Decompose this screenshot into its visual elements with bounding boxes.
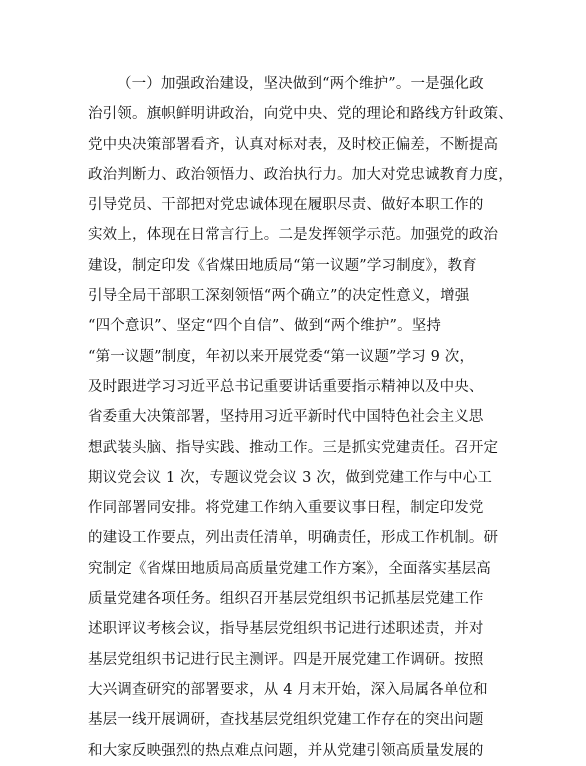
paragraph-line: 想武装头脑、指导实践、推动工作。三是抓实党建责任。召开定 xyxy=(88,439,499,456)
paragraph-line: 建设，制定印发《省煤田地质局“第一议题”学习制度》，教育 xyxy=(88,257,477,274)
paragraph-line: 政治判断力、政治领悟力、政治执行力。加大对党忠诚教育力度， xyxy=(88,166,513,183)
paragraph-line: 大兴调查研究的部署要求，从 4 月末开始，深入局属各单位和 xyxy=(88,681,488,698)
paragraph-line: 引导全局干部职工深刻领悟“两个确立”的决定性意义，增强 xyxy=(88,288,470,305)
paragraph-line: 的建设工作要点，列出责任清单，明确责任，形成工作机制。研 xyxy=(88,530,499,547)
paragraph-line: 省委重大决策部署，坚持用习近平新时代中国特色社会主义思 xyxy=(88,409,484,426)
paragraph-line: 党中央决策部署看齐，认真对标对表，及时校正偏差，不断提高 xyxy=(88,136,499,153)
paragraph-line: 基层一线开展调研，查找基层党组织党建工作存在的突出问题 xyxy=(88,712,484,729)
paragraph-line: 及时跟进学习习近平总书记重要讲话重要指示精神以及中央、 xyxy=(88,378,484,395)
paragraph-line: 期议党会议 1 次，专题议党会议 3 次，做到党建工作与中心工 xyxy=(88,469,493,486)
paragraph-line: 述职评议考核会议，指导基层党组织书记进行述职述责，并对 xyxy=(88,621,484,638)
paragraph-line: 作同部署同安排。将党建工作纳入重要议事日程，制定印发党 xyxy=(88,500,484,517)
paragraph-line: “第一议题”制度，年初以来开展党委“第一议题”学习 9 次， xyxy=(88,348,475,365)
paragraph-line: （一）加强政治建设，坚决做到“两个维护”。一是强化政 xyxy=(117,76,484,92)
paragraph-line: 实效上，体现在日常言行上。二是发挥领学示范。加强党的政治 xyxy=(88,227,499,244)
paragraph-line: 质量党建各项任务。组织召开基层党组织书记抓基层党建工作 xyxy=(88,591,484,608)
paragraph-line: 和大家反映强烈的热点难点问题，并从党建引领高质量发展的 xyxy=(88,742,484,759)
body-paragraph xyxy=(88,69,513,766)
paragraph-line: 治引领。旗帜鲜明讲政治，向党中央、党的理论和路线方针政策、 xyxy=(88,106,513,123)
paragraph-line: 基层党组织书记进行民主测评。四是开展党建工作调研。按照 xyxy=(88,651,484,668)
paragraph-line: 引导党员、干部把对党忠诚体现在履职尽责、做好本职工作的 xyxy=(88,197,484,214)
paragraph-line: 究制定《省煤田地质局高质量党建工作方案》，全面落实基层高 xyxy=(88,560,491,577)
paragraph-line: “四个意识”、坚定“四个自信”、做到“两个维护”。坚持 xyxy=(88,318,442,335)
